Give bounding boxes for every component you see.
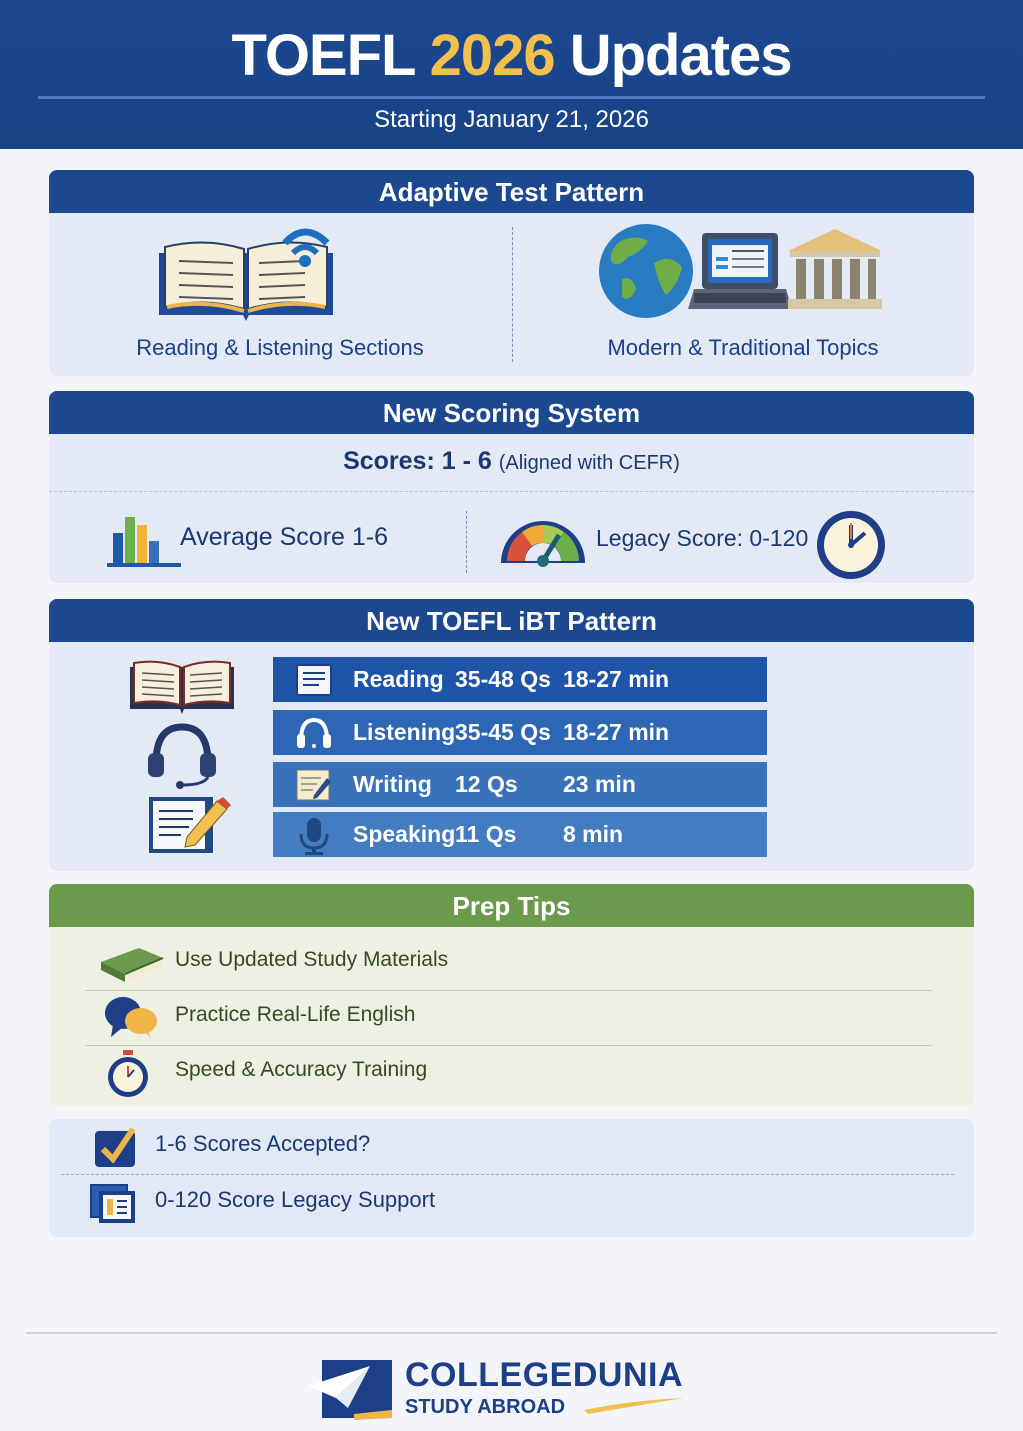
page-header <box>0 0 1023 149</box>
toefl-ibt-pattern-card <box>49 599 974 871</box>
section-name: Listening <box>353 719 456 745</box>
section-questions: 35-45 Qs <box>455 719 551 745</box>
page-subtitle: Starting January 21, 2026 <box>374 106 649 133</box>
brand-logo <box>308 1354 688 1424</box>
book-icon <box>99 940 165 984</box>
globe-laptop-building-icon <box>598 223 882 319</box>
document-pencil-icon <box>147 795 233 855</box>
document-icon <box>295 663 333 697</box>
divider <box>49 491 974 492</box>
open-book-icon <box>128 659 236 715</box>
bar-chart-icon <box>105 513 181 569</box>
stopwatch-icon <box>99 1050 165 1098</box>
documents-icon <box>89 1181 143 1225</box>
adaptive-item-reading-listening <box>49 213 511 376</box>
note-pencil-icon <box>295 768 333 802</box>
headset-icon <box>148 723 216 789</box>
section-time: 18-27 min <box>563 719 670 745</box>
section-title: Adaptive Test Pattern <box>49 170 974 213</box>
checkbox-icon <box>89 1125 143 1169</box>
prep-tip-item <box>85 991 932 1046</box>
ibt-row-writing <box>273 762 767 807</box>
footer-divider <box>26 1332 997 1334</box>
title-suffix: Updates <box>569 23 792 88</box>
section-name: Speaking <box>353 821 456 847</box>
open-book-wifi-icon <box>155 223 337 323</box>
brand-name: COLLEGEDUNIA <box>405 1356 683 1394</box>
prep-tip-item <box>85 1046 932 1101</box>
ibt-row-speaking <box>273 812 767 857</box>
scores-range-line <box>49 447 974 476</box>
section-name: Writing <box>353 771 432 797</box>
swoosh-icon <box>584 1398 684 1414</box>
legacy-score-label: Legacy Score: 0-120 <box>596 525 809 551</box>
section-title: New TOEFL iBT Pattern <box>49 599 974 642</box>
scores-note: (Aligned with CEFR) <box>498 452 680 474</box>
ibt-row-reading <box>273 657 767 702</box>
section-time: 23 min <box>563 771 636 797</box>
prep-tip-label: Speed & Accuracy Training <box>175 1058 428 1081</box>
prep-tip-label: Use Updated Study Materials <box>175 948 449 971</box>
section-questions: 12 Qs <box>455 771 518 797</box>
prep-tip-label: Practice Real-Life English <box>175 1003 416 1026</box>
section-title: Prep Tips <box>49 884 974 927</box>
section-questions: 35-48 Qs <box>455 666 551 692</box>
chat-bubbles-icon <box>99 995 165 1039</box>
adaptive-item-topics <box>512 213 974 376</box>
title-year: 2026 <box>429 23 555 88</box>
section-questions: 11 Qs <box>455 821 517 847</box>
adaptive-item-label: Reading & Listening Sections <box>136 335 424 360</box>
ibt-row-listening <box>273 710 767 755</box>
prep-tip-item <box>85 936 932 991</box>
adaptive-test-pattern-card <box>49 170 974 376</box>
adaptive-item-label: Modern & Traditional Topics <box>607 335 879 360</box>
scores-range: 1 - 6 <box>441 447 492 475</box>
paper-plane-logo-icon <box>308 1356 398 1422</box>
average-score-label: Average Score 1-6 <box>180 523 388 551</box>
acceptance-label: 1-6 Scores Accepted? <box>155 1131 371 1156</box>
brand-tagline: STUDY ABROAD <box>405 1396 566 1418</box>
gauge-icon <box>497 511 589 567</box>
section-name: Reading <box>353 666 444 692</box>
acceptance-item <box>49 1175 974 1230</box>
section-time: 18-27 min <box>563 666 670 692</box>
page-title <box>0 22 1023 89</box>
section-time: 8 min <box>563 821 624 847</box>
header-divider <box>38 96 985 99</box>
prep-tips-card <box>49 884 974 1106</box>
score-acceptance-card <box>49 1119 974 1237</box>
column-divider <box>466 511 467 573</box>
clock-icon <box>815 509 887 581</box>
microphone-icon <box>295 816 333 856</box>
section-title: New Scoring System <box>49 391 974 434</box>
new-scoring-system-card <box>49 391 974 583</box>
scores-label: Scores: <box>343 447 435 475</box>
acceptance-label: 0-120 Score Legacy Support <box>155 1187 436 1212</box>
title-prefix: TOEFL <box>231 23 415 88</box>
headphones-icon <box>295 716 333 750</box>
acceptance-item <box>49 1119 974 1174</box>
